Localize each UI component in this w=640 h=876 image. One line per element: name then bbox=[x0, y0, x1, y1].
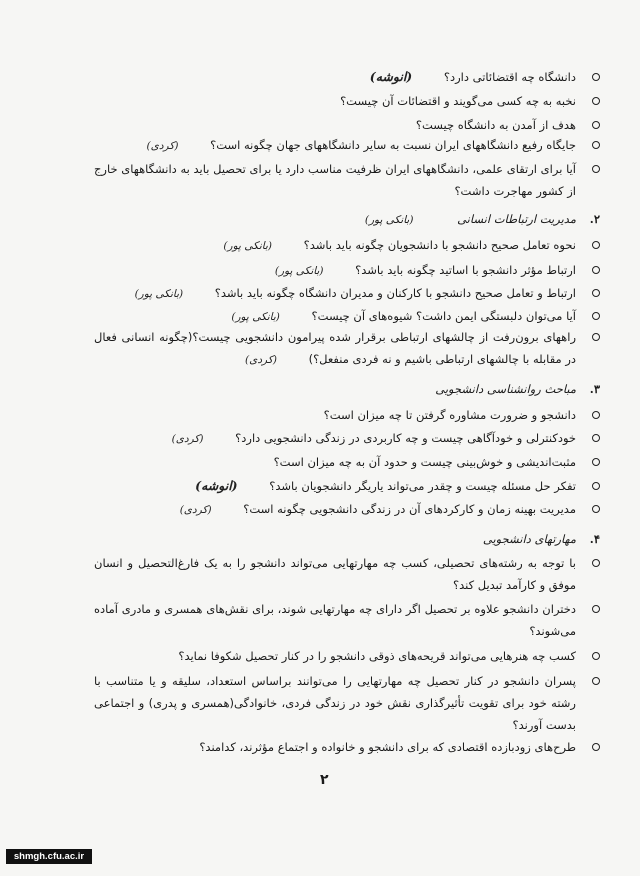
author-note: (بانکی پور) bbox=[231, 311, 280, 323]
list-item: نحوه تعامل صحیح دانشجو با دانشجویان چگونه باید باشد؟ (بانکی پور) bbox=[94, 234, 576, 257]
section-title: مدیریت ارتباطات انسانی bbox=[457, 212, 576, 226]
list-item: تفکر حل مسئله چیست و چقدر می‌تواند یاریگر دانشجویان باشد؟ (انوشه) bbox=[94, 475, 576, 497]
bullet-icon bbox=[592, 458, 600, 466]
bullet-icon bbox=[592, 434, 600, 442]
list-item: پسران دانشجو در کنار تحصیل چه مهارتهایی را می‌توانند براساس استعداد، سلیقه و یا متناسب با رشته خود برای تقویت تأثیرگذاری نقش خود در زندگی فردی، خانوادگی(همسری و پدری) و اجتماعی بدست آورند؟ bbox=[94, 670, 576, 736]
bullet-icon bbox=[592, 605, 600, 613]
page-number: ۲ bbox=[320, 772, 329, 788]
section-title: مباحث روانشناسی دانشجویی bbox=[435, 382, 576, 396]
list-item: جایگاه رفیع دانشگاههای ایران نسبت به سایر دانشگاههای جهان چگونه است؟ (کردی) bbox=[94, 134, 576, 157]
list-item: مدیریت بهینه زمان و کارکردهای آن در زندگی دانشجویی چگونه است؟ (کردی) bbox=[94, 498, 576, 521]
bullet-icon bbox=[592, 333, 600, 341]
list-item: دانشجو و ضرورت مشاوره گرفتن تا چه میزان است؟ bbox=[94, 404, 576, 426]
bullet-icon bbox=[592, 411, 600, 419]
author-note: (بانکی پور) bbox=[223, 240, 272, 252]
bullet-icon bbox=[592, 165, 600, 173]
list-item: دختران دانشجو علاوه بر تحصیل اگر دارای چه مهارتهایی شوند، برای نقش‌های همسری و مادری آماده می‌شوند؟ bbox=[94, 598, 576, 642]
list-item: با توجه به رشته‌های تحصیلی، کسب چه مهارتهایی می‌تواند دانشجو را به یک فارغ‌التحصیل و انسان موفق و کارآمد تبدیل کند؟ bbox=[94, 552, 576, 596]
list-item: ارتباط مؤثر دانشجو با اساتید چگونه باید باشد؟ (بانکی پور) bbox=[94, 259, 576, 282]
author-note: (بانکی پور) bbox=[134, 288, 184, 300]
list-item: راههای برون‌رفت از چالشهای ارتباطی برقرار شده پیرامون دانشجویی چیست؟(چگونه انسانی فعال در مقابله با چالشهای ارتباطی باشیم و نه فردی منفعل؟) (کردی) bbox=[94, 326, 576, 371]
author-note: (بانکی پور) bbox=[364, 214, 414, 226]
bullet-icon bbox=[592, 97, 600, 105]
list-item: ارتباط و تعامل صحیح دانشجو با کارکنان و مدیران دانشگاه چگونه باید باشد؟ (بانکی پور) bbox=[94, 282, 576, 305]
author-note: (بانکی پور) bbox=[274, 265, 324, 277]
list-item: دانشگاه چه اقتضائاتی دارد؟ (انوشه) bbox=[94, 66, 576, 88]
section-title: مهارتهای دانشجویی bbox=[482, 532, 576, 546]
bullet-icon bbox=[592, 677, 600, 685]
list-item: آیا برای ارتقای علمی، دانشگاههای ایران ظرفیت مناسب دارد یا برای تحصیل باید به دانشگاههای خارج از کشور مهاجرت داشت؟ bbox=[94, 158, 576, 202]
list-item: طرح‌های زودبازده اقتصادی که برای دانشجو و خانواده و اجتماع مؤثرند، کدامند؟ bbox=[94, 736, 576, 758]
source-watermark: shmgh.cfu.ac.ir bbox=[6, 849, 92, 864]
bullet-icon bbox=[592, 652, 600, 660]
bullet-icon bbox=[592, 312, 600, 320]
author-note: (کردی) bbox=[179, 504, 212, 516]
author-note: (انوشه) bbox=[369, 69, 413, 84]
bullet-icon bbox=[592, 505, 600, 513]
bullet-icon bbox=[592, 559, 600, 567]
bullet-icon bbox=[592, 121, 600, 129]
list-item: مثبت‌اندیشی و خوش‌بینی چیست و حدود آن به چه میزان است؟ bbox=[94, 451, 576, 473]
list-item: هدف از آمدن به دانشگاه چیست؟ bbox=[94, 114, 576, 136]
list-item: آیا می‌توان دلبستگی ایمن داشت؟ شیوه‌های آن چیست؟ (بانکی پور) bbox=[94, 305, 576, 328]
author-note: (انوشه) bbox=[195, 478, 238, 493]
bullet-icon bbox=[592, 73, 600, 81]
author-note: (کردی) bbox=[146, 140, 179, 152]
section-heading: ۴. مهارتهای دانشجویی bbox=[482, 532, 600, 546]
author-note: (کردی) bbox=[171, 433, 204, 445]
author-note: (کردی) bbox=[245, 354, 277, 366]
list-item: خودکنترلی و خودآگاهی چیست و چه کاربردی در زندگی دانشجویی دارد؟ (کردی) bbox=[94, 427, 576, 450]
bullet-icon bbox=[592, 482, 600, 490]
list-item: کسب چه هنرهایی می‌تواند قریحه‌های ذوقی دانشجو را در کنار تحصیل شکوفا نماید؟ bbox=[94, 645, 576, 667]
bullet-icon bbox=[592, 743, 600, 751]
bullet-icon bbox=[592, 141, 600, 149]
section-heading: ۲. مدیریت ارتباطات انسانی (بانکی پور) bbox=[364, 212, 600, 226]
bullet-icon bbox=[592, 289, 600, 297]
bullet-icon bbox=[592, 241, 600, 249]
list-item: نخبه به چه کسی می‌گویند و اقتضائات آن چیست؟ bbox=[94, 90, 576, 112]
bullet-icon bbox=[592, 266, 600, 274]
section-heading: ۳. مباحث روانشناسی دانشجویی bbox=[435, 382, 600, 396]
